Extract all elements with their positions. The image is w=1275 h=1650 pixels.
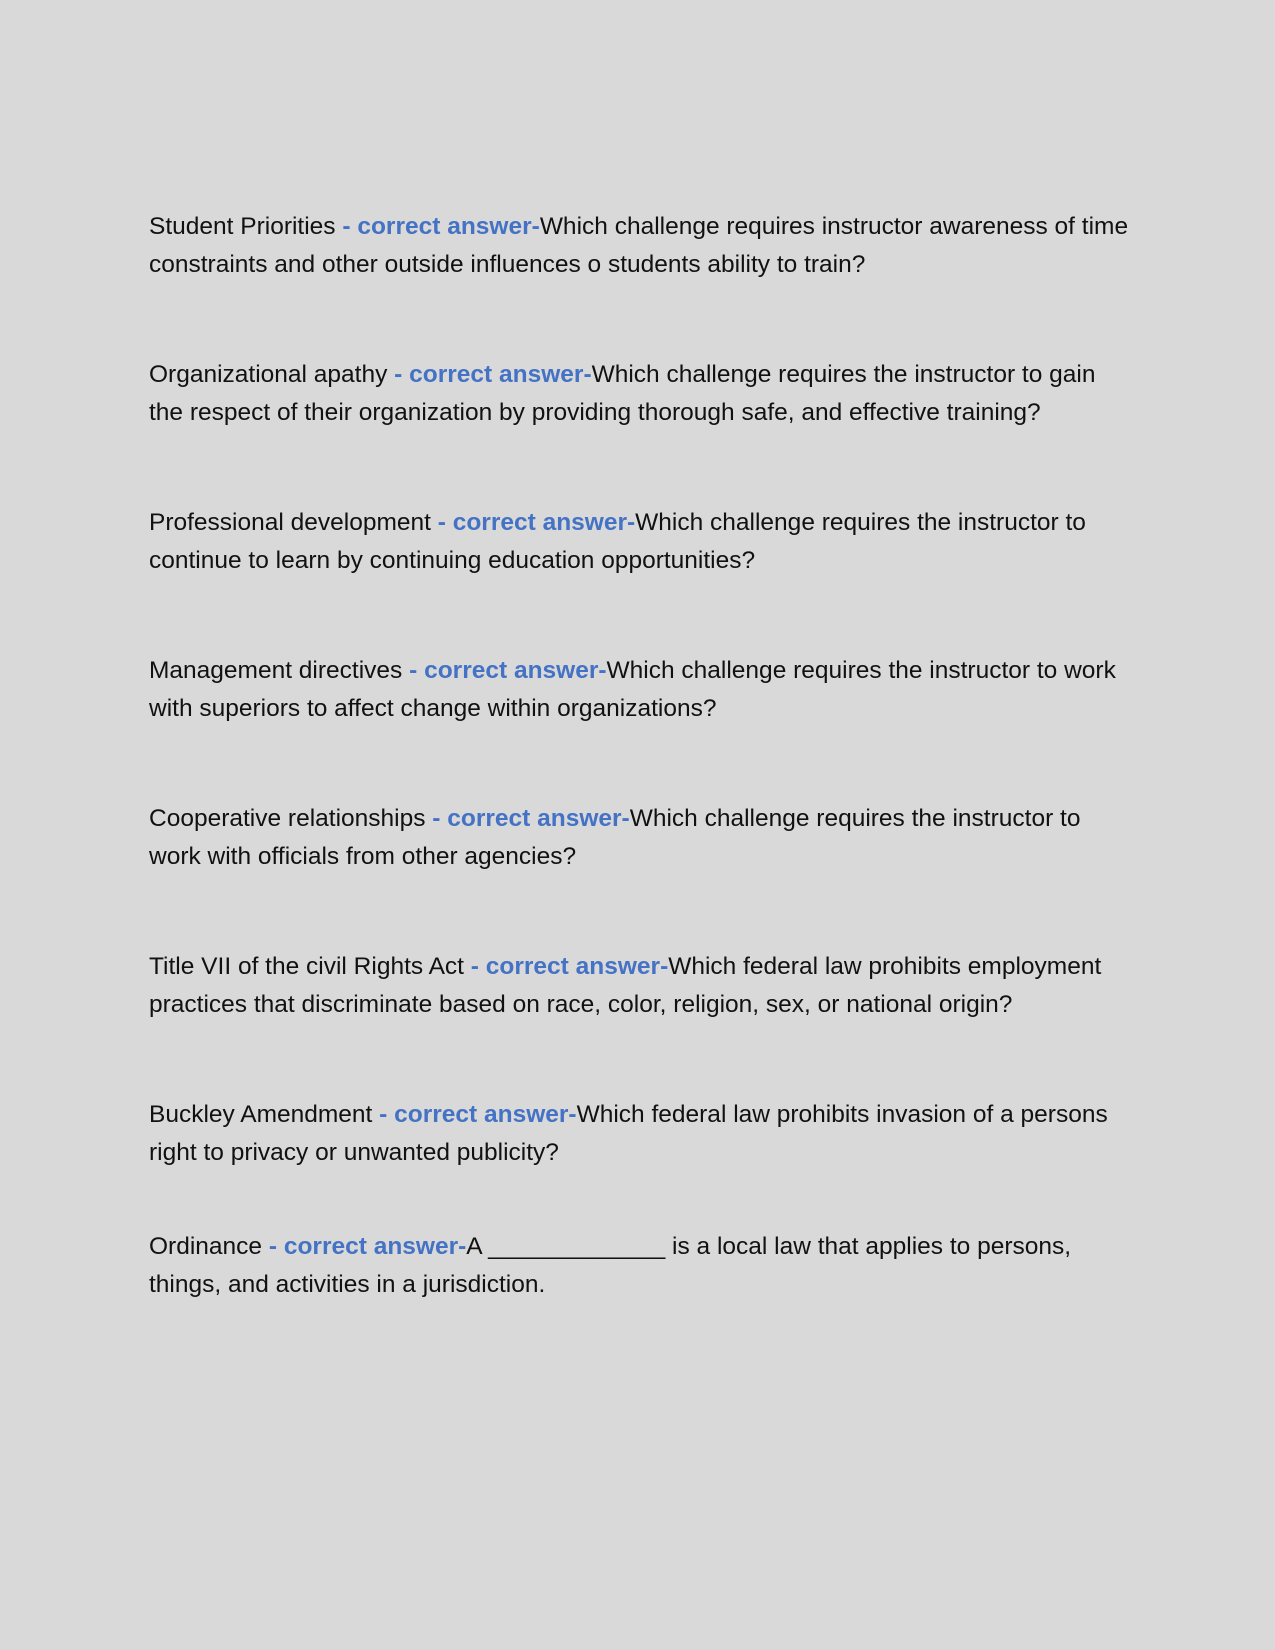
answer-term: Ordinance: [149, 1233, 263, 1260]
question-text: Which federal law prohibits employment practices that discriminate based on race, color, religion, sex, or national origin?: [149, 953, 1102, 1018]
qa-item-cooperative-relationships: [149, 800, 1129, 876]
question-text: Which challenge requires the instructor to work with superiors to affect change within organizations?: [149, 657, 1116, 722]
correct-answer-separator: - correct answer-: [430, 509, 636, 536]
correct-answer-separator: - correct answer-: [463, 953, 669, 980]
answer-term: Title VII of the civil Rights Act: [149, 953, 464, 980]
answer-term: Cooperative relationships: [149, 805, 426, 832]
qa-item-ordinance: [149, 1228, 1129, 1304]
qa-list: [149, 208, 1129, 1304]
correct-answer-separator: - correct answer-: [372, 1101, 577, 1128]
correct-answer-separator: - correct answer-: [402, 657, 607, 684]
answer-term: Buckley Amendment: [149, 1101, 373, 1128]
answer-term: Organizational apathy: [149, 361, 388, 388]
question-text: A _____________ is a local law that applies to persons, things, and activities in a jurisdiction.: [149, 1233, 1072, 1298]
answer-term: Professional development: [149, 509, 431, 536]
correct-answer-separator: - correct answer-: [262, 1233, 467, 1260]
qa-item-student-priorities: [149, 208, 1129, 284]
qa-item-buckley-amendment: [149, 1096, 1129, 1172]
correct-answer-separator: - correct answer-: [335, 213, 540, 240]
question-text: Which challenge requires the instructor to continue to learn by continuing education opportunities?: [149, 509, 1086, 574]
answer-term: Student Priorities: [149, 213, 336, 240]
correct-answer-separator: - correct answer-: [387, 361, 592, 388]
question-text: Which challenge requires the instructor to work with officials from other agencies?: [149, 805, 1081, 870]
qa-item-management-directives: [149, 652, 1129, 728]
answer-term: Management directives: [149, 657, 403, 684]
question-text: Which federal law prohibits invasion of a persons right to privacy or unwanted publicity?: [149, 1101, 1108, 1166]
qa-item-professional-development: [149, 504, 1129, 580]
qa-item-organizational-apathy: [149, 356, 1129, 432]
correct-answer-separator: - correct answer-: [425, 805, 630, 832]
qa-item-title-vii: [149, 948, 1129, 1024]
question-text: Which challenge requires the instructor to gain the respect of their organization by providing thorough safe, and effective training?: [149, 361, 1096, 426]
question-text: Which challenge requires instructor awareness of time constraints and other outside influences o students ability to train?: [149, 213, 1129, 278]
